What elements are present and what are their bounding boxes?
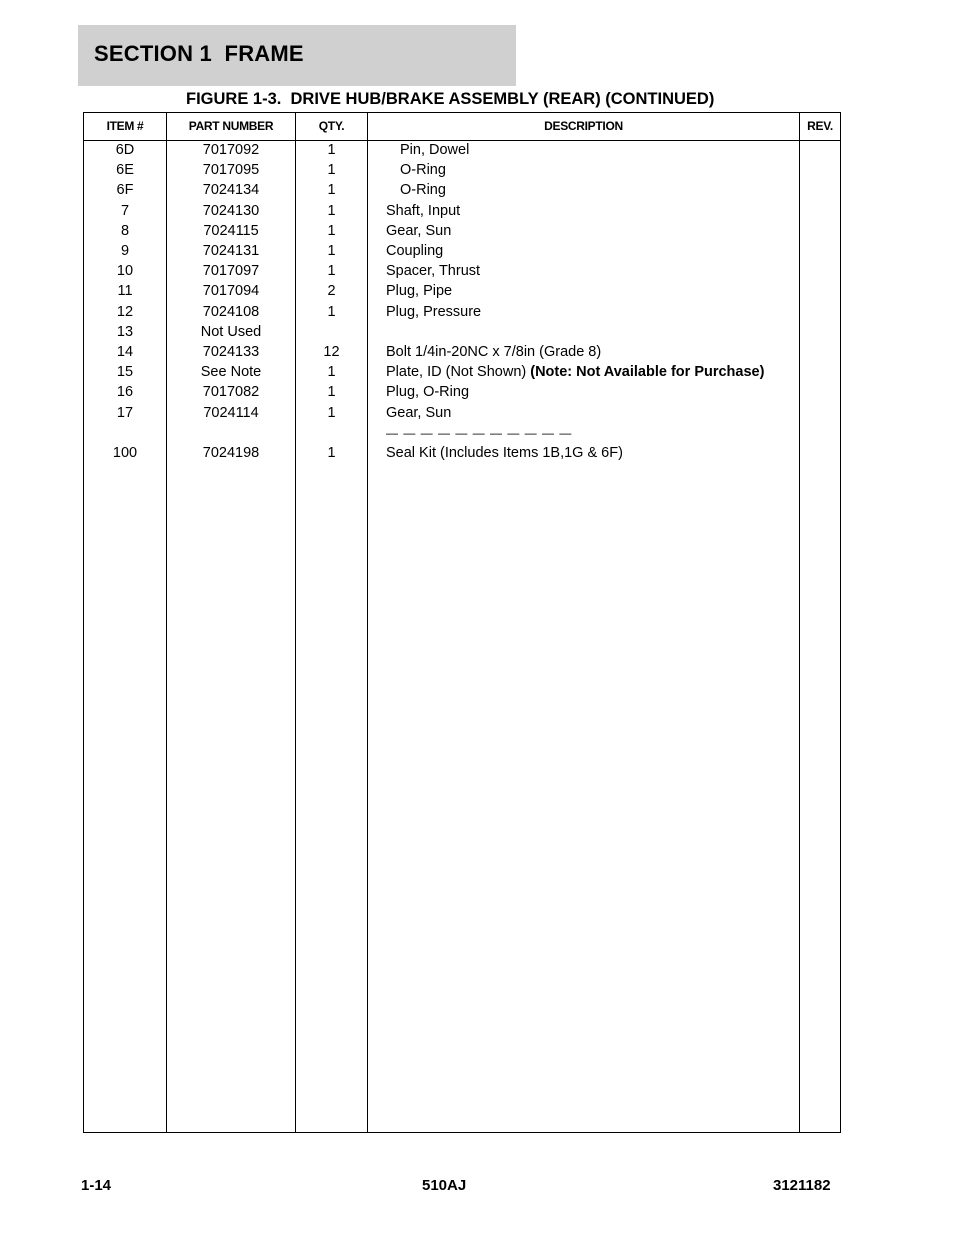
quantity: 1: [327, 445, 336, 461]
item-number: 7: [120, 202, 130, 219]
table-row: [84, 322, 840, 342]
description-text: Pin, Dowel: [400, 142, 470, 158]
part-number: 7017094: [202, 283, 260, 300]
part-number: 7017082: [202, 384, 260, 401]
description: [386, 221, 798, 241]
description-note: (Note: Not Available for Purchase): [530, 364, 765, 381]
item-number: 6D: [115, 142, 135, 158]
description: [386, 342, 798, 362]
table-row: [84, 221, 840, 241]
description-text: O-Ring: [400, 162, 446, 179]
description-text: Shaft, Input: [386, 202, 461, 219]
part-number: See Note: [200, 364, 262, 381]
table-row: [84, 160, 840, 180]
description: [386, 281, 798, 301]
header-rev: REV.: [807, 119, 833, 133]
part-number: 7024134: [202, 182, 260, 199]
section-banner: [78, 25, 516, 86]
header-part-number: PART NUMBER: [188, 119, 274, 133]
header-description: DESCRIPTION: [544, 119, 623, 133]
description-text: Bolt 1/4in-20NC x 7/8in (Grade 8): [386, 344, 602, 360]
description-text: Spacer, Thrust: [386, 263, 481, 280]
description: [400, 140, 812, 160]
table-row: [84, 281, 840, 301]
quantity: 1: [327, 182, 336, 199]
description: [386, 362, 798, 382]
table-row: [84, 342, 840, 362]
table-row-kit: [84, 443, 840, 463]
part-number: 7024108: [202, 303, 260, 320]
description-text: Gear, Sun: [386, 404, 452, 421]
description: [386, 241, 798, 261]
quantity: 1: [327, 202, 336, 219]
part-number: 7017097: [202, 263, 260, 280]
item-number: 14: [116, 344, 134, 360]
quantity: 1: [327, 384, 336, 401]
part-number: 7024133: [202, 344, 260, 360]
part-number: Not Used: [200, 323, 262, 340]
description-text: Plug, Pressure: [386, 303, 482, 320]
item-number: 6E: [116, 162, 134, 179]
quantity: 1: [327, 162, 336, 179]
table-row: [84, 241, 840, 261]
description-text: Plug, Pipe: [386, 283, 453, 300]
description: [386, 403, 798, 423]
description-text: Gear, Sun: [386, 222, 452, 239]
table-row: [84, 180, 840, 200]
item-number: 13: [116, 323, 134, 340]
quantity: 1: [327, 243, 336, 259]
quantity: 1: [327, 303, 336, 320]
document-number: 3121182: [773, 1177, 831, 1194]
part-number: 7024114: [203, 404, 259, 421]
table-row: [84, 362, 840, 382]
item-number: 17: [116, 404, 134, 421]
model-name: 510AJ: [422, 1177, 467, 1194]
item-number: 16: [116, 384, 134, 401]
item-number: 9: [120, 243, 130, 259]
item-number: 6F: [116, 182, 134, 199]
item-number: 15: [116, 364, 134, 381]
description: [386, 302, 798, 322]
item-number: 10: [116, 263, 134, 280]
item-number: 8: [120, 222, 130, 239]
figure-title: FIGURE 1-3. DRIVE HUB/BRAKE ASSEMBLY (REAR) (CONTINUED): [186, 90, 715, 108]
quantity: 12: [323, 344, 340, 360]
table-row: [84, 403, 840, 423]
kit-separator: — — — — — — — — — — —: [386, 425, 573, 440]
part-number: 7024131: [202, 243, 260, 259]
part-number: 7017092: [202, 142, 260, 158]
quantity: 2: [327, 283, 336, 300]
quantity: 1: [327, 364, 336, 381]
quantity: 1: [327, 222, 336, 239]
description: Seal Kit (Includes Items 1B,1G & 6F): [386, 445, 623, 461]
description: [400, 160, 812, 180]
part-number: 7017095: [202, 162, 260, 179]
description-text: Coupling: [386, 243, 444, 259]
description-text: Plate, ID (Not Shown): [386, 364, 531, 381]
item-number: 11: [117, 283, 133, 300]
description-text: O-Ring: [400, 182, 446, 199]
table-row: [84, 302, 840, 322]
description: [386, 261, 798, 281]
item-number: 12: [116, 303, 134, 320]
item-number: 100: [112, 445, 138, 461]
description-text: Plug, O-Ring: [386, 384, 470, 401]
section-title: SECTION 1 FRAME: [94, 41, 304, 66]
quantity: 1: [327, 263, 336, 280]
part-number: 7024130: [202, 202, 260, 219]
parts-table: [83, 112, 841, 1133]
header-qty: QTY.: [318, 119, 345, 133]
description: [386, 382, 798, 402]
table-row: [84, 201, 840, 221]
header-item: ITEM #: [106, 119, 144, 133]
quantity: 1: [327, 404, 336, 421]
description: [386, 201, 798, 221]
description: [400, 180, 812, 200]
part-number: 7024198: [202, 445, 260, 461]
table-row: [84, 140, 840, 160]
quantity: 1: [327, 142, 336, 158]
table-row: [84, 382, 840, 402]
page-number: 1-14: [81, 1177, 112, 1194]
part-number: 7024115: [203, 222, 259, 239]
table-row: [84, 261, 840, 281]
